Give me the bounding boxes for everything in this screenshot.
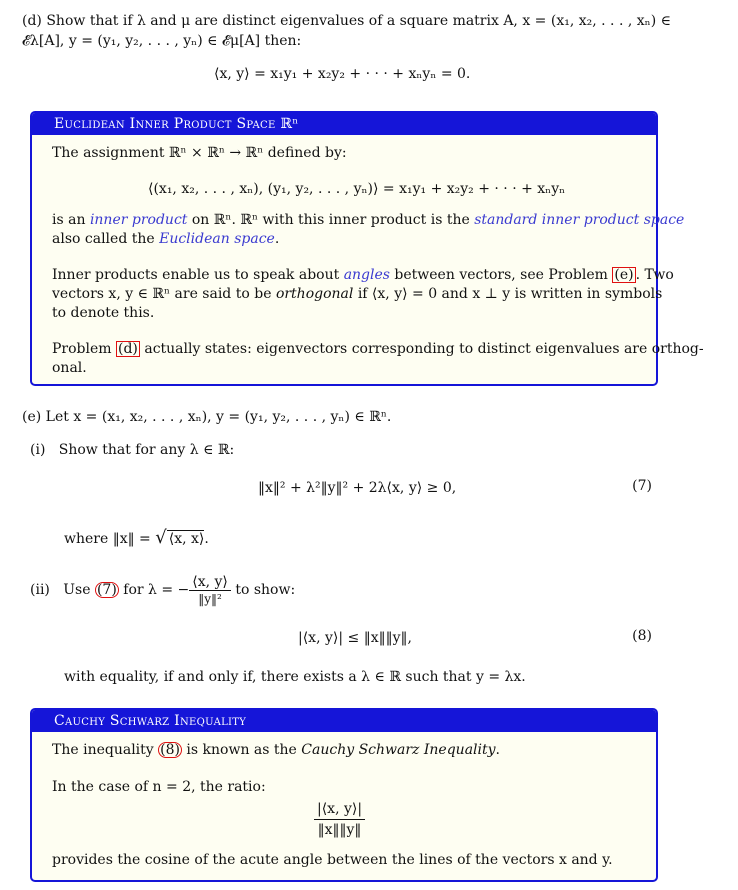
box1-p4-line2: onal. — [52, 360, 87, 376]
box1-p3-line3: to denote this. — [52, 305, 155, 321]
part-e-i-line — [30, 441, 234, 460]
equation-7: ‖x‖² + λ²‖y‖² + 2λ⟨x, y⟩ ≥ 0, — [258, 480, 457, 496]
box1-p3-text-a: Inner products enable us to speak about — [52, 267, 344, 283]
box2-p1 — [52, 741, 500, 760]
box1-p3-line2 — [52, 285, 662, 304]
box1-p3-line2-a: vectors x, y ∈ ℝⁿ are said to be — [52, 286, 276, 302]
box1-p3-text-b: between vectors, see Problem — [389, 267, 613, 283]
lambda-fraction-den: ‖y‖² — [198, 591, 222, 606]
box1-orthogonal-term: orthogonal — [275, 286, 354, 302]
box2-title: Cauchy Schwarz Inequality — [32, 710, 656, 732]
part-e-i-label: (i) — [30, 442, 46, 458]
norm-definition-text: where ‖x‖ = — [64, 531, 151, 547]
equation-7-number: (7) — [632, 478, 652, 494]
norm-definition: where ‖x‖ = √ ⟨x, x⟩. — [64, 527, 209, 548]
ref-equation-8[interactable]: (8) — [160, 742, 180, 758]
cosine-ratio-num: |⟨x, y⟩| — [314, 799, 365, 820]
box1-p2-line1 — [52, 211, 684, 230]
part-d-line1 — [22, 12, 671, 31]
box1-p3-line1 — [52, 266, 674, 285]
cosine-ratio-den: ‖x‖‖y‖ — [317, 822, 362, 838]
equation-8-number: (8) — [632, 628, 652, 644]
part-e-ii-line — [30, 572, 295, 608]
cauchy-schwarz-name: Cauchy Schwarz Inequality — [301, 742, 496, 758]
lambda-fraction-num: ⟨x, y⟩ — [189, 574, 231, 591]
part-e-ii-label: (ii) — [30, 582, 50, 598]
box2-p1-text-b: is known as the — [181, 742, 302, 758]
equality-condition: with equality, if and only if, there exists a λ ∈ ℝ such that y = λx. — [64, 669, 526, 685]
part-d-equation: ⟨x, y⟩ = x₁y₁ + x₂y₂ + · · · + xₙyₙ = 0. — [214, 66, 471, 82]
part-e-i-text: Show that for any λ ∈ ℝ: — [58, 442, 235, 458]
box1-p2-text-b: on ℝⁿ. ℝⁿ with this inner product is the — [187, 212, 475, 228]
part-d-statement-line2: 𝓔λ[A], y = (y₁, y₂, . . . , yₙ) ∈ 𝓔μ[A] then: — [22, 33, 302, 49]
part-e-statement: Let x = (x₁, x₂, . . . , xₙ), y = (y₁, y₂, . . . , yₙ) ∈ ℝⁿ. — [45, 409, 392, 425]
part-e-ii-text-a: Use — [63, 582, 95, 598]
box1-p2-text-d: . — [274, 231, 280, 247]
link-angles[interactable]: angles — [343, 267, 390, 283]
part-e-ii-text-b: for λ = − — [118, 582, 190, 598]
box1-equation: ⟨(x₁, x₂, . . . , xₙ), (y₁, y₂, . . . , yₙ)⟩ = x₁y₁ + x₂y₂ + · · · + xₙyₙ — [148, 181, 566, 197]
norm-sqrt-content: ⟨x, x⟩ — [168, 531, 205, 547]
ref-problem-d[interactable]: (d) — [118, 341, 138, 357]
box1-p3-line2-b: if ⟨x, y⟩ = 0 and x ⊥ y is written in symbols — [353, 286, 663, 302]
lambda-fraction — [189, 574, 231, 607]
link-standard-inner-product-space[interactable]: standard inner product space — [474, 212, 685, 228]
part-e-label: (e) — [22, 409, 42, 425]
box2-p1-text-a: The inequality — [52, 742, 159, 758]
equation-8: |⟨x, y⟩| ≤ ‖x‖‖y‖, — [298, 630, 412, 646]
box1-p2-text-a: is an — [52, 212, 90, 228]
part-e-ii-text-c: to show: — [230, 582, 296, 598]
box1-p3-text-c: . Two — [635, 267, 674, 283]
link-euclidean-space[interactable]: Euclidean space — [159, 231, 275, 247]
box1-p2-text-c: also called the — [52, 231, 160, 247]
norm-definition-end: . — [204, 531, 209, 547]
ref-problem-e[interactable]: (e) — [614, 267, 634, 283]
box1-title: Euclidean Inner Product Space ℝⁿ — [32, 113, 656, 135]
cosine-ratio-fraction — [314, 799, 365, 840]
box2-p1-text-c: . — [495, 742, 500, 758]
box1-p1: The assignment ℝⁿ × ℝⁿ → ℝⁿ defined by: — [52, 145, 347, 161]
part-e-line — [22, 408, 391, 427]
box1-p4-line1 — [52, 340, 704, 359]
box1-p4-text-a: Problem — [52, 341, 116, 357]
box2-p2: In the case of n = 2, the ratio: — [52, 779, 266, 795]
part-d-label: (d) — [22, 13, 42, 29]
part-d-statement-line1: Show that if λ and μ are distinct eigenvalues of a square matrix A, x = (x₁, x₂, . . . , xₙ) ∈ — [46, 13, 671, 29]
ref-equation-7[interactable]: (7) — [96, 582, 117, 598]
box2-p3: provides the cosine of the acute angle between the lines of the vectors x and y. — [52, 852, 613, 868]
link-inner-product[interactable]: inner product — [89, 212, 188, 228]
box1-p2-line2 — [52, 230, 279, 249]
box1-p4-text-b: actually states: eigenvectors corresponding to distinct eigenvalues are orthog- — [139, 341, 704, 357]
